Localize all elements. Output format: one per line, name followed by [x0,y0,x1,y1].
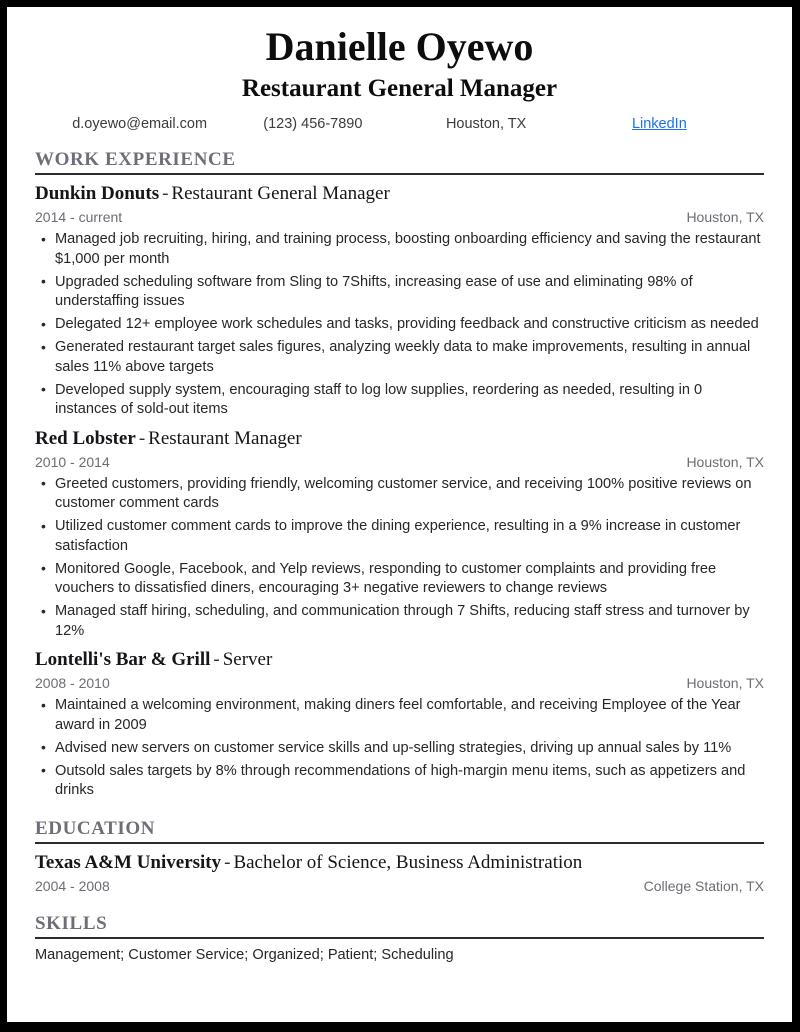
entry-heading [35,851,764,875]
section-education [35,818,764,896]
employer-name: Dunkin Donuts [35,183,160,204]
school-name: Texas A&M University [35,851,222,873]
entry-location: College Station, TX [643,877,764,894]
section-skills [35,913,764,965]
linkedin-link[interactable]: LinkedIn [631,116,687,132]
contact-location: Houston, TX [445,116,527,132]
employer-name: Red Lobster [35,427,136,449]
section-divider [35,937,764,939]
entry-location: Houston, TX [686,675,764,691]
experience-entry [35,182,764,420]
bullet-item: • Greeted customers, providing friendly, welcoming customer service, and receiving 100% positive reviews on customer comment cards [35,475,764,514]
degree-name: Bachelor of Science, Business Administration [233,851,583,873]
candidate-headline: Restaurant General Manager [241,75,558,102]
entry-meta [35,877,764,896]
entry-location: Houston, TX [686,209,764,225]
bullet-list [35,696,764,801]
employer-name: Lontelli's Bar & Grill [35,649,211,670]
resume-header [35,23,764,132]
skills-list: Management; Customer Service; Organized; Patient; Scheduling [35,946,454,963]
education-entry [35,851,764,896]
bullet-item: • Managed job recruiting, hiring, and training process, boosting onboarding efficiency and saving the restaurant $1,000 per month [35,230,764,269]
bullet-item: • Maintained a welcoming environment, making diners feel comfortable, and receiving Employee of the Year award in 2009 [35,696,764,735]
entry-meta [35,208,764,227]
section-divider [35,173,764,175]
experience-entry [35,427,764,642]
bullet-list [35,230,764,420]
entry-heading [35,182,764,206]
section-title-skills: SKILLS [35,912,108,934]
section-title-education: EDUCATION [35,817,156,839]
entry-heading [35,648,764,672]
bullet-item: • Outsold sales targets by 8% through recommendations of high-margin menu items, such as appetizers and drinks [35,762,764,801]
bullet-item: • Generated restaurant target sales figures, analyzing weekly data to make improvements, resulting in annual sales 11% above targets [35,338,764,377]
contact-email: d.oyewo@email.com [72,116,208,132]
candidate-name: Danielle Oyewo [265,24,534,69]
experience-entry [35,648,764,801]
contact-linkedin[interactable] [573,116,746,132]
bullet-item: • Utilized customer comment cards to improve the dining experience, resulting in a 9% increase in customer satisfaction [35,517,764,556]
section-title-work-experience: WORK EXPERIENCE [35,149,236,170]
section-divider [35,842,764,844]
heading-separator: - [224,851,231,873]
bullet-item: • Advised new servers on customer service skills and up-selling strategies, driving up annual sales by 11% [35,739,764,759]
bullet-list [35,475,764,642]
heading-separator: - [213,649,220,670]
entry-dates: 2004 - 2008 [35,877,110,894]
entry-location: Houston, TX [686,453,764,470]
resume-page [7,7,792,1022]
heading-separator: - [138,427,146,449]
section-work-experience [35,149,764,801]
bullet-item: • Monitored Google, Facebook, and Yelp reviews, responding to customer complaints and providing free vouchers to dissatisfied diners, encouraging 3+ negative reviewers to change reviews [35,560,764,599]
job-title: Server [222,649,273,670]
bullet-item: • Upgraded scheduling software from Sling to 7Shifts, increasing ease of use and eliminating 98% of understaffing issues [35,273,764,312]
job-title: Restaurant Manager [148,427,302,449]
contact-row [35,116,764,132]
job-title: Restaurant General Manager [171,183,390,204]
heading-separator: - [162,183,169,204]
entry-meta [35,674,764,693]
resume-sheet [7,7,792,965]
contact-phone: (123) 456-7890 [263,116,363,132]
bullet-item: • Delegated 12+ employee work schedules and tasks, providing feedback and constructive criticism as needed [35,315,764,335]
bullet-item: • Managed staff hiring, scheduling, and communication through 7 Shifts, reducing staff stress and turnover by 12% [35,602,764,641]
entry-heading [35,427,764,451]
entry-dates: 2008 - 2010 [35,675,110,691]
entry-dates: 2014 - current [35,209,123,225]
entry-dates: 2010 - 2014 [35,453,110,470]
bullet-item: • Developed supply system, encouraging staff to log low supplies, reordering as needed, resulting in 0 instances of sold-out items [35,381,764,420]
entry-meta [35,453,764,472]
